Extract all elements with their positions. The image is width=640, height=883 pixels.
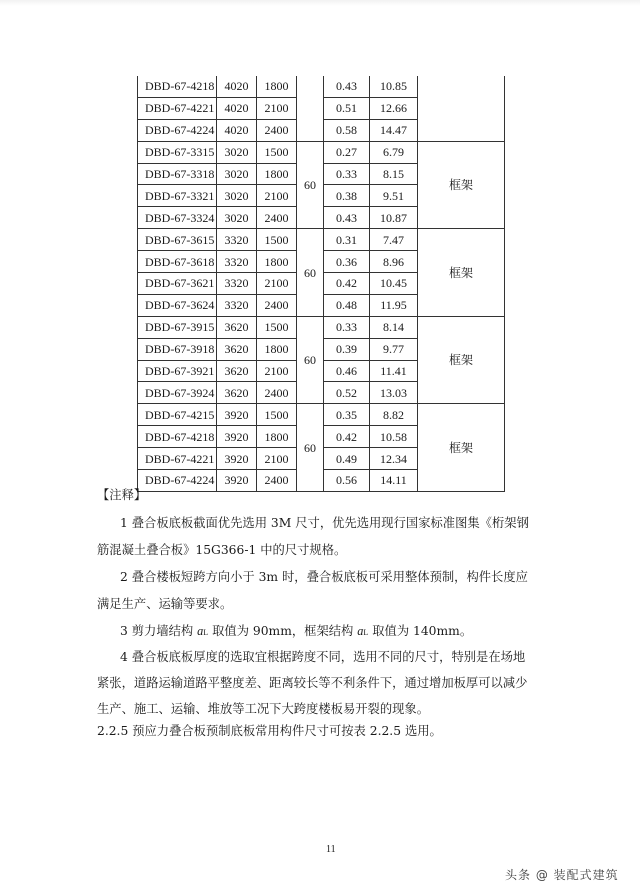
width-cell: 1800 [257, 163, 297, 185]
component-code-cell: DBD-67-3624 [138, 294, 217, 316]
length-cell: 4020 [217, 97, 257, 119]
weight-cell: 10.85 [370, 76, 418, 97]
volume-cell: 0.56 [324, 470, 370, 492]
note-4-line-2: 紧张，道路运输道路平整度差、距离较长等不利条件下，通过增加板厚可以减少 [97, 676, 528, 690]
volume-cell: 0.33 [324, 316, 370, 338]
structure-type-cell [418, 76, 505, 141]
note-1-line-2: 筋混凝土叠合板》15G366-1 中的尺寸规格。 [97, 543, 347, 557]
width-cell: 2100 [257, 185, 297, 207]
length-cell: 4020 [217, 76, 257, 97]
length-cell: 3620 [217, 316, 257, 338]
component-code-cell: DBD-67-3621 [138, 273, 217, 295]
length-cell: 3620 [217, 360, 257, 382]
note-4-line-1: 4 叠合板底板厚度的选取宜根据跨度不同，选用不同的尺寸，特别是在场地 [120, 650, 526, 664]
volume-cell: 0.58 [324, 119, 370, 141]
component-code-cell: DBD-67-3315 [138, 141, 217, 163]
weight-cell: 12.34 [370, 448, 418, 470]
page-edge [0, 0, 640, 6]
structure-type-cell: 框架 [418, 229, 505, 317]
note-3-mid: 取值为 90mm，框架结构 [208, 624, 358, 638]
length-cell: 3920 [217, 426, 257, 448]
volume-cell: 0.43 [324, 207, 370, 229]
weight-cell: 10.45 [370, 273, 418, 295]
volume-cell: 0.42 [324, 273, 370, 295]
weight-cell: 14.11 [370, 470, 418, 492]
volume-cell: 0.49 [324, 448, 370, 470]
component-code-cell: DBD-67-3324 [138, 207, 217, 229]
width-cell: 1800 [257, 251, 297, 273]
clause-2-2-5: 2.2.5 预应力叠合板预制底板常用构件尺寸可按表 2.2.5 选用。 [97, 724, 442, 738]
weight-cell: 14.47 [370, 119, 418, 141]
weight-cell: 8.82 [370, 404, 418, 426]
width-cell: 2100 [257, 360, 297, 382]
component-code-cell: DBD-67-3915 [138, 316, 217, 338]
component-code-cell: DBD-67-4221 [138, 448, 217, 470]
component-code-cell: DBD-67-4218 [138, 426, 217, 448]
structure-type-cell: 框架 [418, 316, 505, 404]
a-subscript: L [363, 628, 369, 637]
length-cell: 3920 [217, 470, 257, 492]
component-code-cell: DBD-67-3318 [138, 163, 217, 185]
weight-cell: 13.03 [370, 382, 418, 404]
width-cell: 1500 [257, 404, 297, 426]
length-cell: 3620 [217, 338, 257, 360]
weight-cell: 8.14 [370, 316, 418, 338]
thickness-cell: 60 [297, 141, 324, 229]
volume-cell: 0.42 [324, 426, 370, 448]
volume-cell: 0.31 [324, 229, 370, 251]
length-cell: 3320 [217, 273, 257, 295]
volume-cell: 0.39 [324, 338, 370, 360]
a-symbol: a [197, 624, 204, 638]
width-cell: 2100 [257, 448, 297, 470]
component-code-cell: DBD-67-4224 [138, 470, 217, 492]
length-cell: 3020 [217, 185, 257, 207]
weight-cell: 9.51 [370, 185, 418, 207]
volume-cell: 0.43 [324, 76, 370, 97]
component-code-cell: DBD-67-4215 [138, 404, 217, 426]
component-code-cell: DBD-67-4218 [138, 76, 217, 97]
width-cell: 2400 [257, 119, 297, 141]
page-number: 11 [326, 844, 336, 855]
a-symbol: a [357, 624, 364, 638]
width-cell: 1500 [257, 316, 297, 338]
weight-cell: 10.87 [370, 207, 418, 229]
volume-cell: 0.36 [324, 251, 370, 273]
a-l-symbol [357, 624, 368, 638]
thickness-cell: 60 [297, 229, 324, 317]
volume-cell: 0.51 [324, 97, 370, 119]
a-l-symbol [197, 624, 208, 638]
weight-cell: 8.96 [370, 251, 418, 273]
length-cell: 3020 [217, 163, 257, 185]
width-cell: 2100 [257, 97, 297, 119]
thickness-cell: 60 [297, 316, 324, 404]
length-cell: 3920 [217, 448, 257, 470]
component-code-cell: DBD-67-4224 [138, 119, 217, 141]
weight-cell: 8.15 [370, 163, 418, 185]
length-cell: 3920 [217, 404, 257, 426]
width-cell: 1500 [257, 229, 297, 251]
structure-type-cell: 框架 [418, 404, 505, 492]
length-cell: 3320 [217, 229, 257, 251]
width-cell: 2400 [257, 382, 297, 404]
note-3-post: 取值为 140mm。 [368, 624, 473, 638]
component-code-cell: DBD-67-3918 [138, 338, 217, 360]
width-cell: 2400 [257, 470, 297, 492]
width-cell: 2400 [257, 294, 297, 316]
length-cell: 3020 [217, 207, 257, 229]
note-2-line-1: 2 叠合楼板短跨方向小于 3m 时，叠合板底板可采用整体预制，构件长度应 [120, 570, 528, 584]
watermark: 头条 @ 装配式建筑 [505, 868, 619, 882]
component-code-cell: DBD-67-3921 [138, 360, 217, 382]
weight-cell: 12.66 [370, 97, 418, 119]
weight-cell: 10.58 [370, 426, 418, 448]
structure-type-cell: 框架 [418, 141, 505, 229]
component-code-cell: DBD-67-3615 [138, 229, 217, 251]
note-3-pre: 3 剪力墙结构 [120, 624, 198, 638]
length-cell: 3320 [217, 294, 257, 316]
volume-cell: 0.38 [324, 185, 370, 207]
table-row [138, 141, 505, 163]
weight-cell: 11.41 [370, 360, 418, 382]
width-cell: 2400 [257, 207, 297, 229]
width-cell: 1500 [257, 141, 297, 163]
volume-cell: 0.33 [324, 163, 370, 185]
thickness-cell: 60 [297, 404, 324, 492]
thickness-cell [297, 76, 324, 141]
note-1-line-1: 1 叠合板底板截面优先选用 3M 尺寸，优先选用现行国家标准图集《桁架钢 [120, 516, 529, 530]
component-code-cell: DBD-67-3924 [138, 382, 217, 404]
width-cell: 1800 [257, 338, 297, 360]
table-row [138, 404, 505, 426]
volume-cell: 0.35 [324, 404, 370, 426]
note-3 [120, 621, 472, 639]
component-code-cell: DBD-67-3321 [138, 185, 217, 207]
volume-cell: 0.48 [324, 294, 370, 316]
length-cell: 3320 [217, 251, 257, 273]
table-row [138, 229, 505, 251]
note-2-line-2: 满足生产、运输等要求。 [97, 597, 233, 611]
component-code-cell: DBD-67-4221 [138, 97, 217, 119]
table-row [138, 316, 505, 338]
table-row [138, 76, 505, 97]
weight-cell: 7.47 [370, 229, 418, 251]
note-4-line-3: 生产、施工、运输、堆放等工况下大跨度楼板易开裂的现象。 [97, 702, 430, 716]
length-cell: 3020 [217, 141, 257, 163]
width-cell: 1800 [257, 76, 297, 97]
volume-cell: 0.46 [324, 360, 370, 382]
width-cell: 1800 [257, 426, 297, 448]
weight-cell: 9.77 [370, 338, 418, 360]
a-subscript: L [203, 628, 209, 637]
length-cell: 3620 [217, 382, 257, 404]
component-code-cell: DBD-67-3618 [138, 251, 217, 273]
volume-cell: 0.52 [324, 382, 370, 404]
weight-cell: 6.79 [370, 141, 418, 163]
component-spec-table [137, 76, 505, 492]
notes-heading: 【注释】 [97, 488, 147, 502]
volume-cell: 0.27 [324, 141, 370, 163]
weight-cell: 11.95 [370, 294, 418, 316]
width-cell: 2100 [257, 273, 297, 295]
length-cell: 4020 [217, 119, 257, 141]
